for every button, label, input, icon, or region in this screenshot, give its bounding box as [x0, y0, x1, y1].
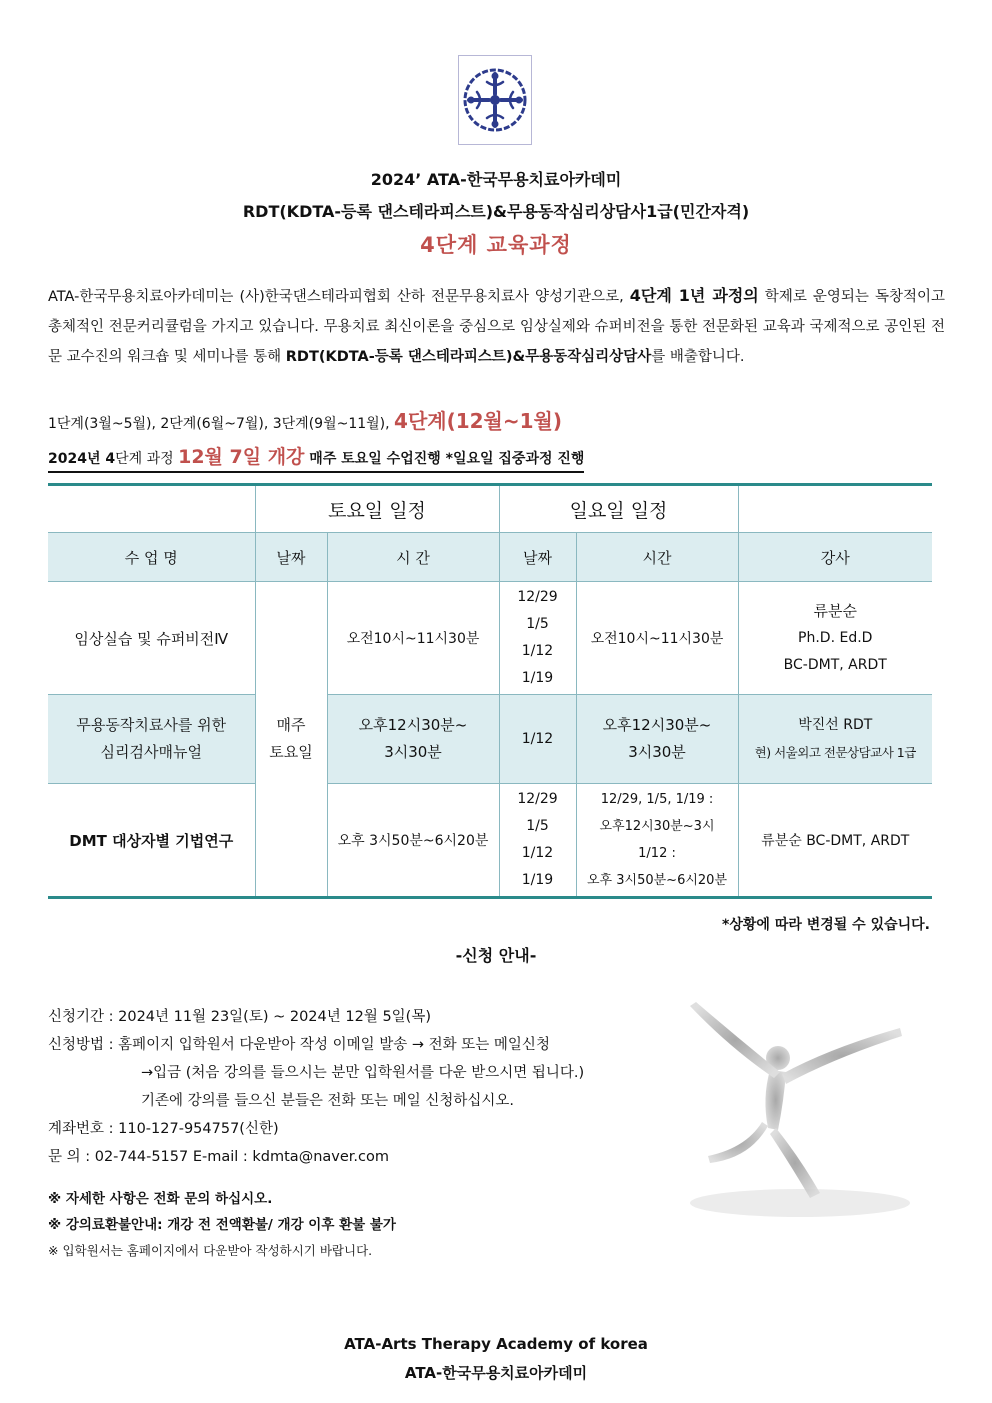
course-name: 임상실습 및 슈퍼비전Ⅳ: [48, 582, 255, 695]
course-line: [48, 442, 584, 473]
sun-date: 1/12: [521, 845, 554, 861]
sun-time-line: 3시30분: [628, 743, 686, 761]
note-inquiry: ※ 자세한 사항은 전화 문의 하십시오.: [48, 1191, 273, 1207]
sun-time-line: 오후12시30분~: [602, 716, 712, 734]
intro-bold-2: RDT(KDTA-등록 댄스테라피스트)&무용동작심리상담사: [285, 349, 652, 365]
group-sunday: 일요일 일정: [499, 485, 738, 533]
apply-method-3: 기존에 강의를 들으신 분들은 전화 또는 메일 신청하십시오.: [141, 1093, 515, 1109]
course-name-line: 무용동작치료사를 위한: [76, 716, 227, 734]
course-name: [48, 695, 255, 784]
sat-time-line: 오후12시30분~: [358, 716, 468, 734]
title-line-2: RDT(KDTA-등록 댄스테라피스트)&무용동작심리상담사1급(민간자격): [242, 202, 750, 221]
sun-date: 12/29: [517, 589, 558, 605]
course-stage: 단계 과정: [115, 451, 179, 467]
course-year: 2024년 4: [48, 451, 116, 467]
group-empty-cell: [738, 485, 932, 533]
footer-line-1: ATA-Arts Therapy Academy of korea: [344, 1335, 648, 1353]
note-refund: ※ 강의료환불안내: 개강 전 전액환불/ 개강 이후 환불 불가: [48, 1217, 396, 1233]
sun-date: 1/12: [521, 643, 554, 659]
footer-line-2: ATA-한국무용치료아카데미: [404, 1364, 588, 1382]
sun-time-line: 12/29, 1/5, 1/19 :: [600, 792, 714, 807]
contact-info: 문 의 : 02-744-5157 E-mail : kdmta@naver.com: [48, 1149, 389, 1165]
table-row: [48, 695, 932, 784]
note-application: ※ 입학원서는 홈페이지에서 다운받아 작성하시기 바랍니다.: [48, 1243, 373, 1258]
account-number: 계좌번호 : 110-127-954757(신한): [48, 1121, 279, 1137]
sun-date: 1/5: [526, 818, 549, 834]
header-course: 수 업 명: [48, 533, 255, 582]
intro-paragraph: [48, 281, 945, 372]
sun-dates: [499, 784, 576, 898]
header-sun-time: 시간: [576, 533, 738, 582]
course-schedule: 매주 토요일 수업진행 *일요일 집중과정 진행: [304, 451, 585, 467]
header-sat-time: 시 간: [327, 533, 499, 582]
apply-title: -신청 안내-: [455, 946, 537, 965]
table-row: [48, 784, 932, 898]
sun-time-line: 1/12 :: [638, 846, 676, 861]
table-row: [48, 582, 932, 695]
title-line-3: 4단계 교육과정: [420, 233, 572, 257]
sat-date-line: 매주: [276, 716, 306, 734]
change-note: *상황에 따라 변경될 수 있습니다.: [722, 917, 930, 933]
intro-text-1: ATA-한국무용치료아카데미는 (사)한국댄스테라피협회 산하 전문무용치료사 양성기관으로,: [48, 289, 630, 305]
instructor-line: 현) 서울외고 전문상담교사 1급: [754, 745, 916, 760]
dancer-silhouette-image: [650, 988, 950, 1223]
sat-date-line: 토요일: [269, 743, 313, 761]
sun-dates: [499, 582, 576, 695]
sun-date: 1/19: [521, 670, 554, 686]
instructor-line: Ph.D. Ed.D: [798, 629, 873, 646]
title-line-1: 2024’ ATA-한국무용치료아카데미: [370, 170, 622, 189]
sat-date-cell: [255, 582, 327, 898]
sun-date: 12/29: [517, 791, 558, 807]
instructor-line: 류분순: [813, 601, 857, 620]
academy-logo: [458, 55, 532, 145]
sun-time: 오전10시~11시30분: [576, 582, 738, 695]
instructor-line: 박진선 RDT: [798, 717, 873, 733]
schedule-table: [48, 483, 932, 899]
sun-date: 1/5: [526, 616, 549, 632]
sun-dates: 1/12: [499, 695, 576, 784]
instructor: [738, 695, 932, 784]
group-saturday: 토요일 일정: [255, 485, 499, 533]
header-sun-date: 날짜: [499, 533, 576, 582]
table-header-row: [48, 533, 932, 582]
sat-time: 오후 3시50분~6시20분: [327, 784, 499, 898]
course-start: 12월 7일 개강: [178, 446, 305, 468]
apply-method-2: →입금 (처음 강의를 들으시는 분만 입학원서를 다운 받으시면 됩니다.): [141, 1065, 585, 1081]
notes-list: [48, 1186, 396, 1264]
instructor: 류분순 BC-DMT, ARDT: [738, 784, 932, 898]
sun-time-line: 오후 3시50분~6시20분: [587, 873, 727, 888]
apply-period: 신청기간 : 2024년 11월 23일(토) ~ 2024년 12월 5일(목): [48, 1009, 431, 1025]
course-name: DMT 대상자별 기법연구: [48, 784, 255, 898]
instructor: [738, 582, 932, 695]
table-group-row: [48, 485, 932, 533]
apply-method-1: 신청방법 : 홈페이지 입학원서 다운받아 작성 이메일 발송 → 전화 또는 메일신청: [48, 1037, 550, 1053]
sat-time: [327, 695, 499, 784]
sat-time-line: 3시30분: [384, 743, 442, 761]
instructor-line: BC-DMT, ARDT: [783, 656, 887, 673]
intro-text-3: 를 배출합니다.: [651, 349, 745, 365]
sun-date: 1/19: [521, 872, 554, 888]
sun-time-line: 오후12시30분~3시: [599, 819, 715, 834]
stages-text: 1단계(3월~5월), 2단계(6월~7월), 3단계(9월~11월),: [48, 416, 395, 432]
sun-time: [576, 695, 738, 784]
stage-4: 4단계(12월~1월): [394, 409, 563, 433]
intro-bold-1: 4단계 1년 과정의: [629, 286, 759, 305]
group-empty-cell: [48, 485, 255, 533]
apply-info: [48, 1003, 584, 1171]
stages-line: [48, 405, 562, 434]
header-instructor: 강사: [738, 533, 932, 582]
intro-text-2: 학제로 운영되는 독창적이고 총체적인 전문커리큘럼을 가지고 있습니다. 무용치료 최신이론을 중심으로 임상실제와 슈퍼비전을 통한 전문화된 교육과 국제적으로 공인된 전문 교수진의 워크숍 및 세미나를 통해: [48, 289, 945, 365]
course-name-line: 심리검사매뉴얼: [100, 743, 202, 761]
sun-time: [576, 784, 738, 898]
header-sat-date: 날짜: [255, 533, 327, 582]
sat-time: 오전10시~11시30분: [327, 582, 499, 695]
